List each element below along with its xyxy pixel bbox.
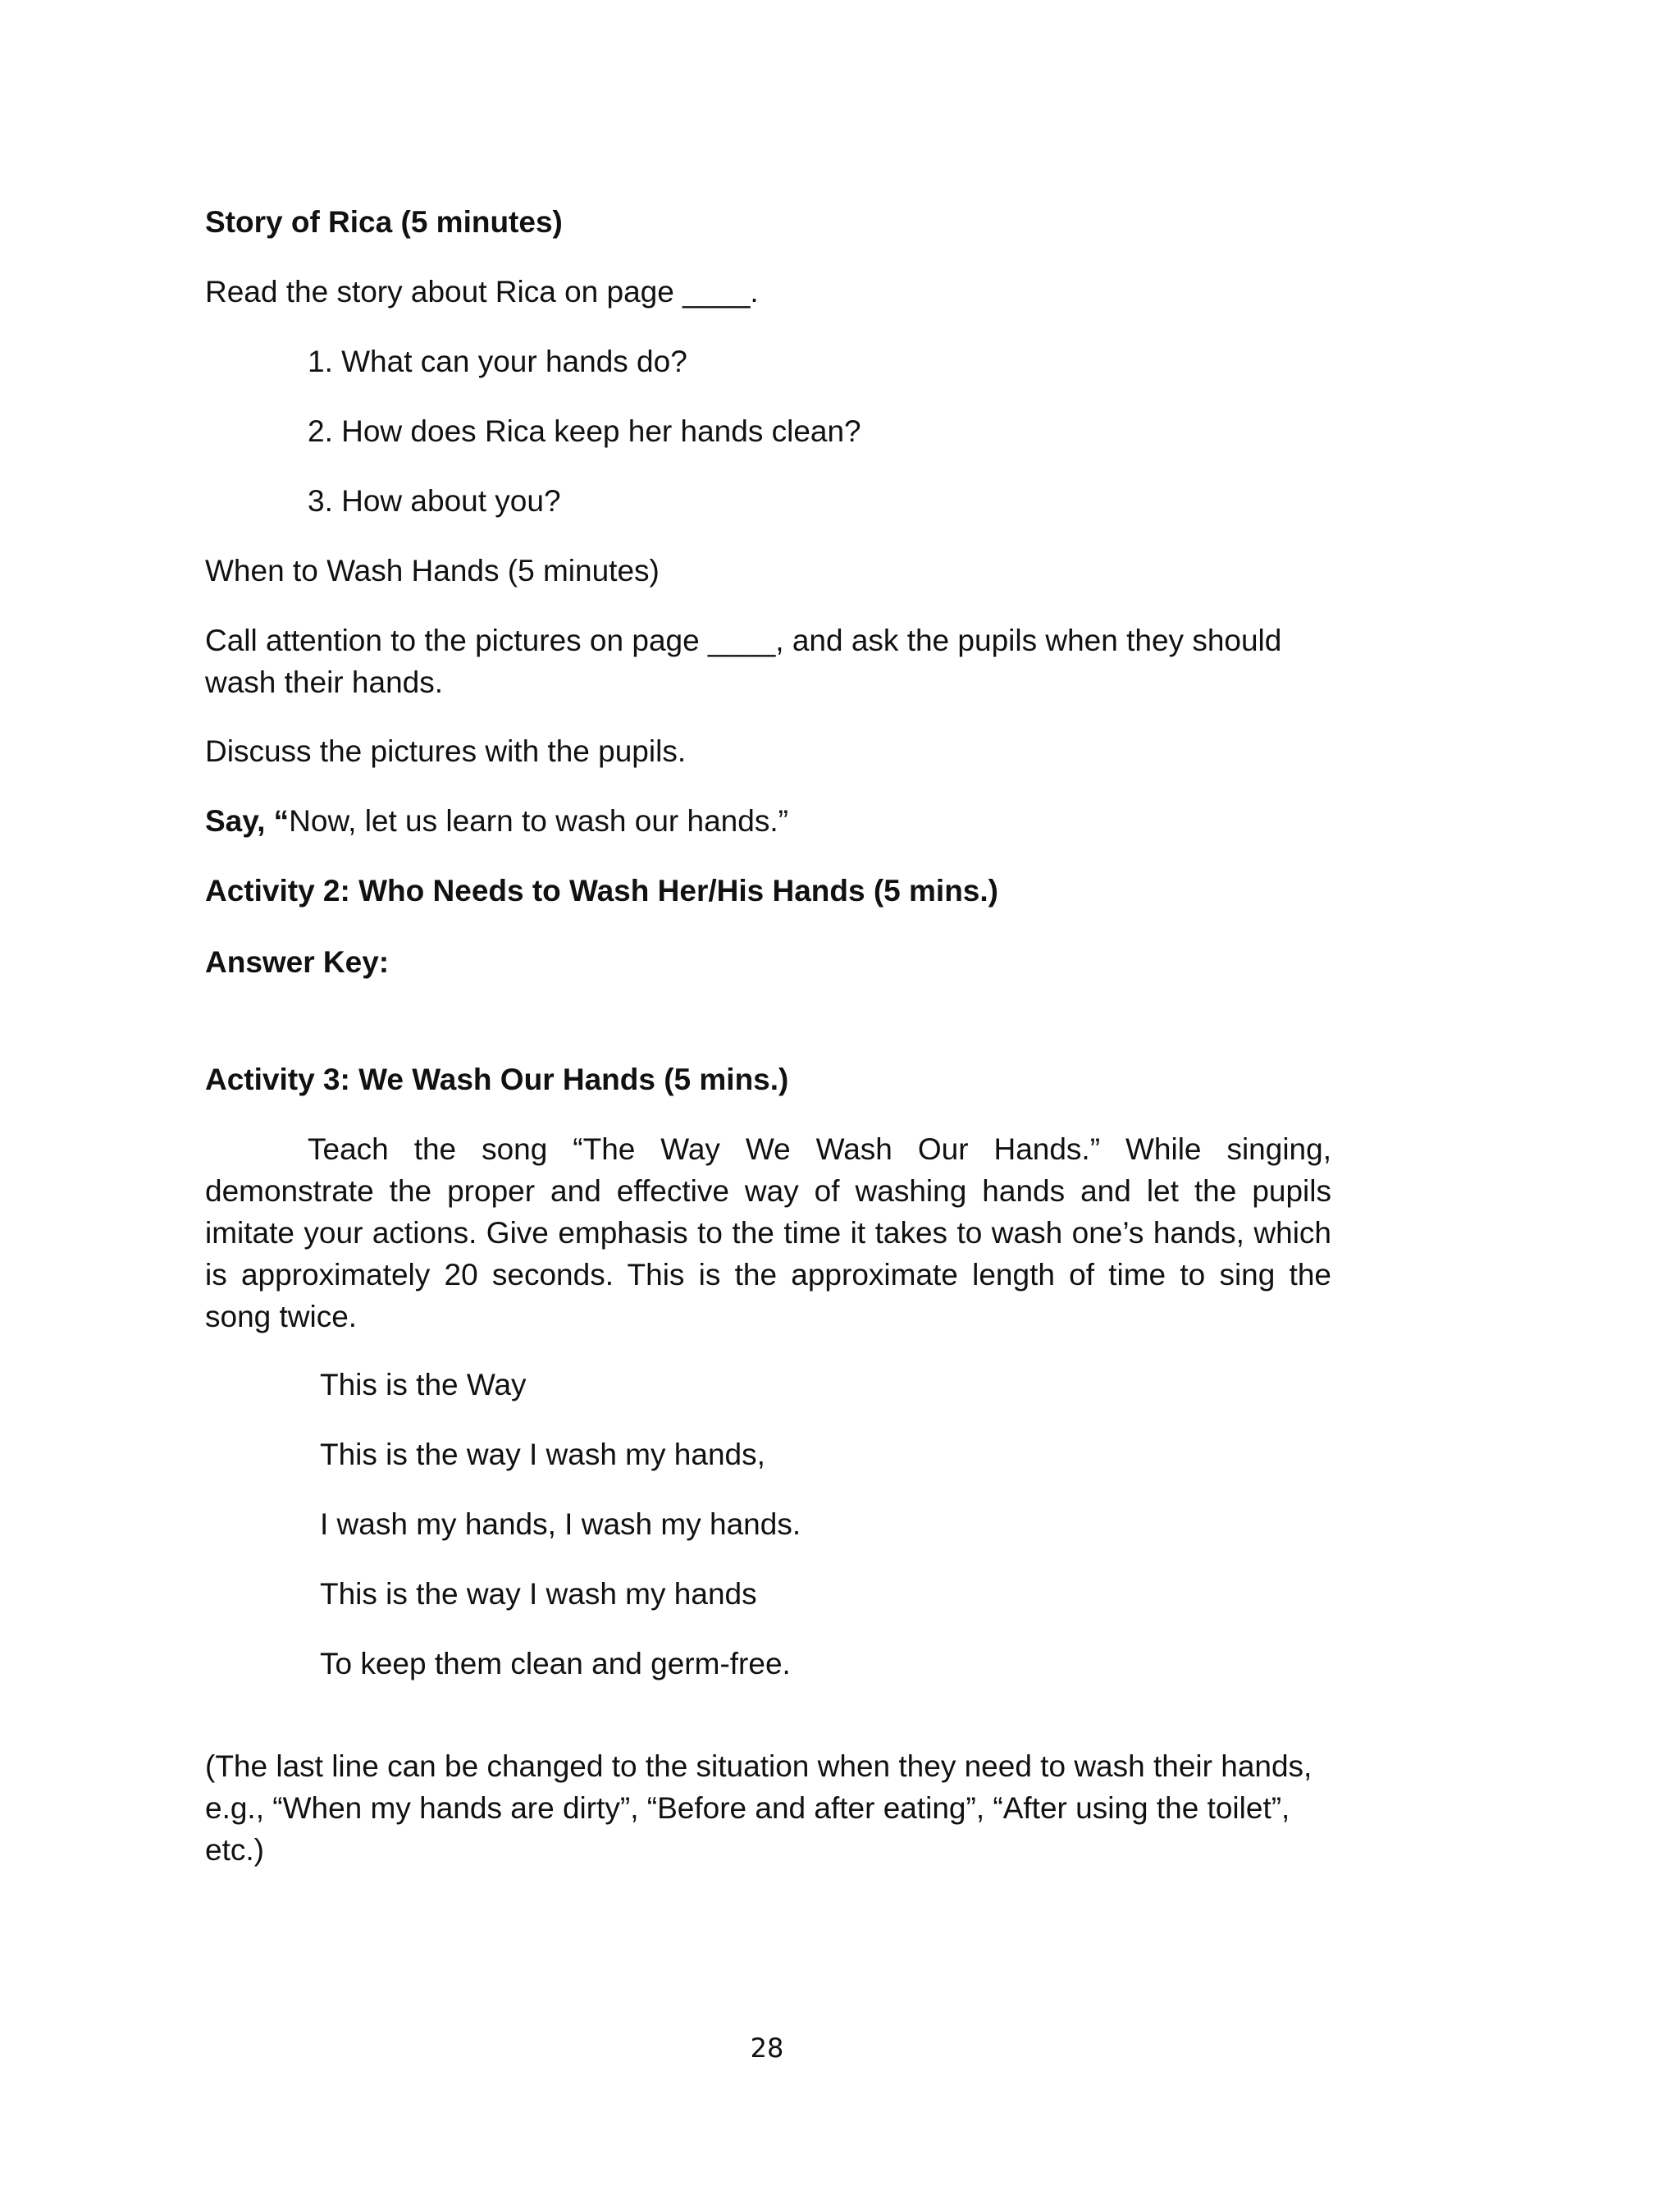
story-instruction: Read the story about Rica on page ____.	[205, 275, 759, 309]
wash-paragraph: Call attention to the pictures on page ____, and ask the pupils when they should wash their hands.	[205, 624, 1282, 699]
wash-heading: When to Wash Hands (5 minutes)	[205, 554, 660, 588]
song-line: This is the way I wash my hands	[320, 1577, 757, 1611]
activity3-heading: Activity 3: We Wash Our Hands (5 mins.)	[205, 1063, 789, 1096]
activity3-paragraph: Teach the song “The Way We Wash Our Hands.” While singing, demonstrate the proper and effective way of washing hands and let the pupils imitate your actions. Give emphasis to the time it takes to wash one’s hands, which is approximately 20 seconds. This is the approximate length of time to sing the song twice.	[205, 1132, 1331, 1333]
song-title: This is the Way	[320, 1368, 527, 1401]
say-line	[205, 800, 788, 842]
discuss-line: Discuss the pictures with the pupils.	[205, 734, 687, 768]
song-line: To keep them clean and germ-free.	[320, 1647, 791, 1680]
story-heading: Story of Rica (5 minutes)	[205, 205, 563, 239]
song-line: This is the way I wash my hands,	[320, 1438, 765, 1471]
question-item: 3. How about you?	[308, 484, 561, 518]
say-text: Now, let us learn to wash our hands.”	[289, 804, 788, 838]
say-prefix: Say, “	[205, 804, 290, 838]
activity2-heading: Activity 2: Who Needs to Wash Her/His Hands (5 mins.)	[205, 874, 998, 908]
answer-key-label: Answer Key:	[205, 945, 390, 979]
note-paragraph: (The last line can be changed to the situation when they need to wash their hands, e.g., “When my hands are dirty”, “Before and after eating”, “After using the toilet”, etc.)	[205, 1749, 1312, 1867]
question-item: 2. How does Rica keep her hands clean?	[308, 414, 861, 448]
page-number: 28	[750, 2032, 784, 2064]
song-line: I wash my hands, I wash my hands.	[320, 1507, 801, 1541]
question-item: 1. What can your hands do?	[308, 345, 687, 378]
